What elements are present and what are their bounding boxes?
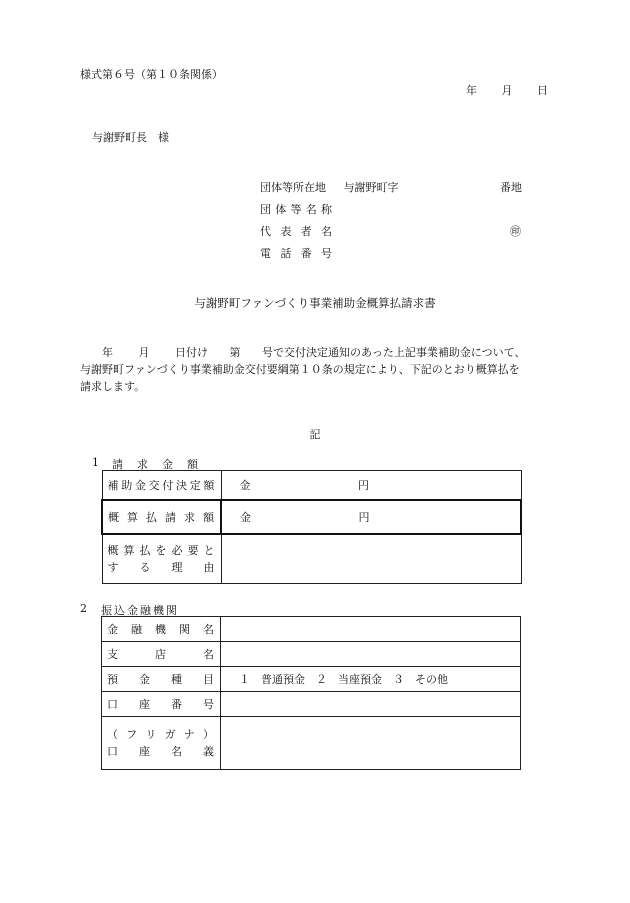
decided-amount-kin: 金: [239, 478, 251, 492]
reason-label: 概 算 払 を 必 要 と す る 理 由: [102, 534, 221, 584]
deposit-type-label: 預 金 種 目: [102, 667, 221, 692]
bank-name-row: [102, 617, 521, 642]
ki-mark: 記: [309, 428, 321, 441]
body-no: 第: [229, 346, 241, 359]
claim-amount-yen: 円: [358, 510, 370, 524]
decided-amount-field[interactable]: [221, 471, 521, 500]
account-holder-field[interactable]: [221, 717, 521, 770]
section1-number: 1: [92, 456, 99, 469]
date-year: 年: [466, 84, 477, 97]
section2-heading: [80, 602, 87, 615]
claim-amount-row: [102, 500, 521, 534]
section1-heading: [92, 456, 99, 469]
bank-table: [101, 616, 521, 770]
date-line: [466, 82, 548, 98]
name-label: 団 体 等 名 称: [260, 203, 332, 216]
date-day: 日: [537, 84, 548, 97]
claim-amount-table: [101, 470, 522, 584]
branch-row: [102, 642, 521, 667]
section2-number: 2: [80, 602, 87, 615]
branch-label: 支 店 名: [102, 642, 221, 667]
decided-amount-label: 補 助 金 交 付 決 定 額: [102, 471, 221, 500]
rep-label: 代 表 者 名: [260, 225, 332, 238]
account-holder-label: （ フ リ ガ ナ ） 口 座 名 義: [102, 717, 221, 770]
deposit-type-row: [102, 667, 521, 692]
document-title: 与謝野町ファンづくり事業補助金概算払請求書: [194, 296, 436, 310]
section2-title-text: 振 込 金 融 機 関: [101, 604, 177, 617]
date-month: 月: [501, 84, 513, 97]
body-line1-rest: 号で交付決定通知のあった上記事業補助金について、: [262, 346, 526, 359]
bank-name-field[interactable]: [221, 617, 521, 642]
applicant-name-row: [260, 201, 332, 217]
body-dated: 日付け: [175, 346, 208, 359]
branch-field[interactable]: [221, 642, 521, 667]
phone-label: 電 話 番 号: [260, 247, 332, 260]
claim-amount-kin: 金: [240, 510, 251, 524]
account-number-field[interactable]: [221, 692, 521, 717]
body-year: 年: [102, 346, 113, 359]
applicant-address-row: [260, 179, 522, 195]
reason-field[interactable]: [221, 534, 521, 584]
account-number-label: 口 座 番 号: [102, 692, 221, 717]
reason-row: [102, 534, 521, 584]
address-prefix: 与謝野町字: [343, 181, 399, 194]
body-month: 月: [138, 346, 150, 359]
account-number-row: [102, 692, 521, 717]
body-line-2: 与謝野町ファンづくり事業補助金交付要綱第１０条の規定により、下記のとおり概算払を: [80, 363, 520, 376]
body-line-1: [80, 344, 550, 361]
account-holder-row: [102, 717, 521, 770]
form-number: 様式第６号（第１０条関係）: [80, 68, 223, 81]
applicant-phone-row: [260, 245, 332, 261]
seal-mark: ㊞: [510, 225, 521, 238]
addressee: 与謝野町長 様: [92, 131, 169, 144]
section1-title-text: 請 求 金 額: [112, 458, 198, 471]
applicant-rep-row: [260, 223, 332, 239]
decided-amount-row: [102, 471, 521, 500]
claim-amount-field[interactable]: [221, 500, 521, 534]
address-label: 団体等所在地: [260, 181, 326, 194]
decided-amount-yen: 円: [358, 478, 369, 492]
deposit-type-options[interactable]: １ 普通預金 ２ 当座預金 ３ その他: [221, 667, 521, 692]
claim-amount-label: 概 算 払 請 求 額: [102, 500, 221, 534]
body-paragraph: [80, 344, 550, 395]
address-suffix: 番地: [500, 181, 522, 194]
bank-name-label: 金 融 機 関 名: [102, 617, 221, 642]
body-line-3: 請求します。: [80, 380, 146, 393]
